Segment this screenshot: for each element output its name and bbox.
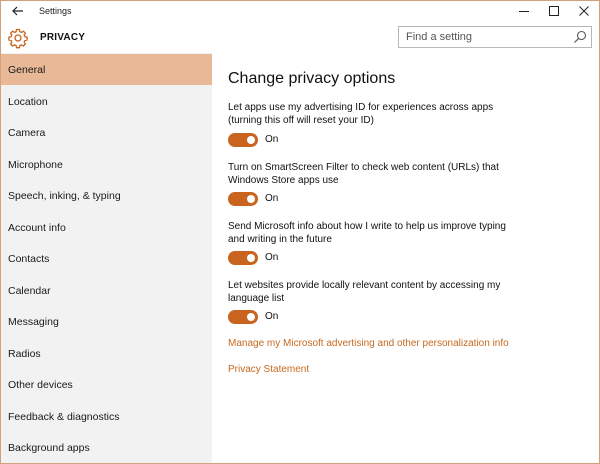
sidebar-item-radios[interactable]: Radios xyxy=(8,347,41,360)
sidebar-item-account-info[interactable]: Account info xyxy=(8,221,66,234)
setting-smartscreen-line1: Turn on SmartScreen Filter to check web content (URLs) that xyxy=(228,162,499,173)
section-title: Change privacy options xyxy=(228,70,396,87)
toggle-knob xyxy=(247,313,255,321)
sidebar-item-microphone[interactable]: Microphone xyxy=(8,158,63,171)
minimize-icon xyxy=(519,6,529,16)
setting-typing-info-description xyxy=(228,220,528,246)
back-arrow-icon xyxy=(12,6,24,16)
search-icon[interactable] xyxy=(573,30,587,44)
setting-language-list-description xyxy=(228,279,528,305)
search-input[interactable] xyxy=(399,27,569,47)
typing-info-toggle-state: On xyxy=(265,252,279,263)
toggle-knob xyxy=(247,195,255,203)
maximize-icon xyxy=(549,6,559,16)
page-header xyxy=(1,23,599,53)
sidebar-item-contacts[interactable]: Contacts xyxy=(8,252,50,265)
maximize-button[interactable] xyxy=(539,1,569,21)
setting-advertising-id-line1: Let apps use my advertising ID for experiences across apps xyxy=(228,102,494,113)
main-content xyxy=(212,53,599,464)
sidebar-item-calendar[interactable]: Calendar xyxy=(8,284,51,297)
window-title: Settings xyxy=(39,6,72,16)
minimize-button[interactable] xyxy=(509,1,539,21)
sidebar-item-camera[interactable]: Camera xyxy=(8,126,46,139)
page-title: PRIVACY xyxy=(40,32,86,43)
setting-language-list-line2: language list xyxy=(228,293,285,304)
sidebar-item-general[interactable]: General xyxy=(1,54,212,85)
setting-typing-info-line2: and writing in the future xyxy=(228,234,332,245)
toggle-knob xyxy=(247,136,255,144)
setting-smartscreen-line2: Windows Store apps use xyxy=(228,175,339,186)
sidebar-item-feedback-diagnostics[interactable]: Feedback & diagnostics xyxy=(8,410,120,423)
sidebar-item-messaging[interactable]: Messaging xyxy=(8,315,59,328)
back-button[interactable] xyxy=(9,3,27,19)
setting-smartscreen-description xyxy=(228,161,528,187)
advertising-id-toggle[interactable] xyxy=(228,133,258,147)
setting-advertising-id-description xyxy=(228,101,528,127)
smartscreen-toggle-state: On xyxy=(265,193,279,204)
advertising-id-toggle-state: On xyxy=(265,134,279,145)
search-box[interactable] xyxy=(398,26,592,48)
typing-info-toggle[interactable] xyxy=(228,251,258,265)
manage-advertising-link[interactable]: Manage my Microsoft advertising and other personalization info xyxy=(228,338,509,349)
privacy-statement-link[interactable]: Privacy Statement xyxy=(228,364,310,375)
sidebar-item-speech-inking-typing[interactable]: Speech, inking, & typing xyxy=(8,189,121,202)
close-button[interactable] xyxy=(569,1,599,21)
sidebar-item-background-apps[interactable]: Background apps xyxy=(8,441,90,454)
setting-typing-info-line1: Send Microsoft info about how I write to help us improve typing xyxy=(228,221,506,232)
sidebar-item-location[interactable]: Location xyxy=(8,95,48,108)
close-icon xyxy=(579,6,589,16)
title-bar xyxy=(1,1,599,23)
language-list-toggle-state: On xyxy=(265,311,279,322)
smartscreen-toggle[interactable] xyxy=(228,192,258,206)
gear-icon xyxy=(7,27,29,49)
setting-advertising-id-line2: (turning this off will reset your ID) xyxy=(228,115,374,126)
sidebar-item-other-devices[interactable]: Other devices xyxy=(8,378,73,391)
setting-language-list-line1: Let websites provide locally relevant content by accessing my xyxy=(228,280,501,291)
sidebar xyxy=(1,53,212,464)
language-list-toggle[interactable] xyxy=(228,310,258,324)
toggle-knob xyxy=(247,254,255,262)
